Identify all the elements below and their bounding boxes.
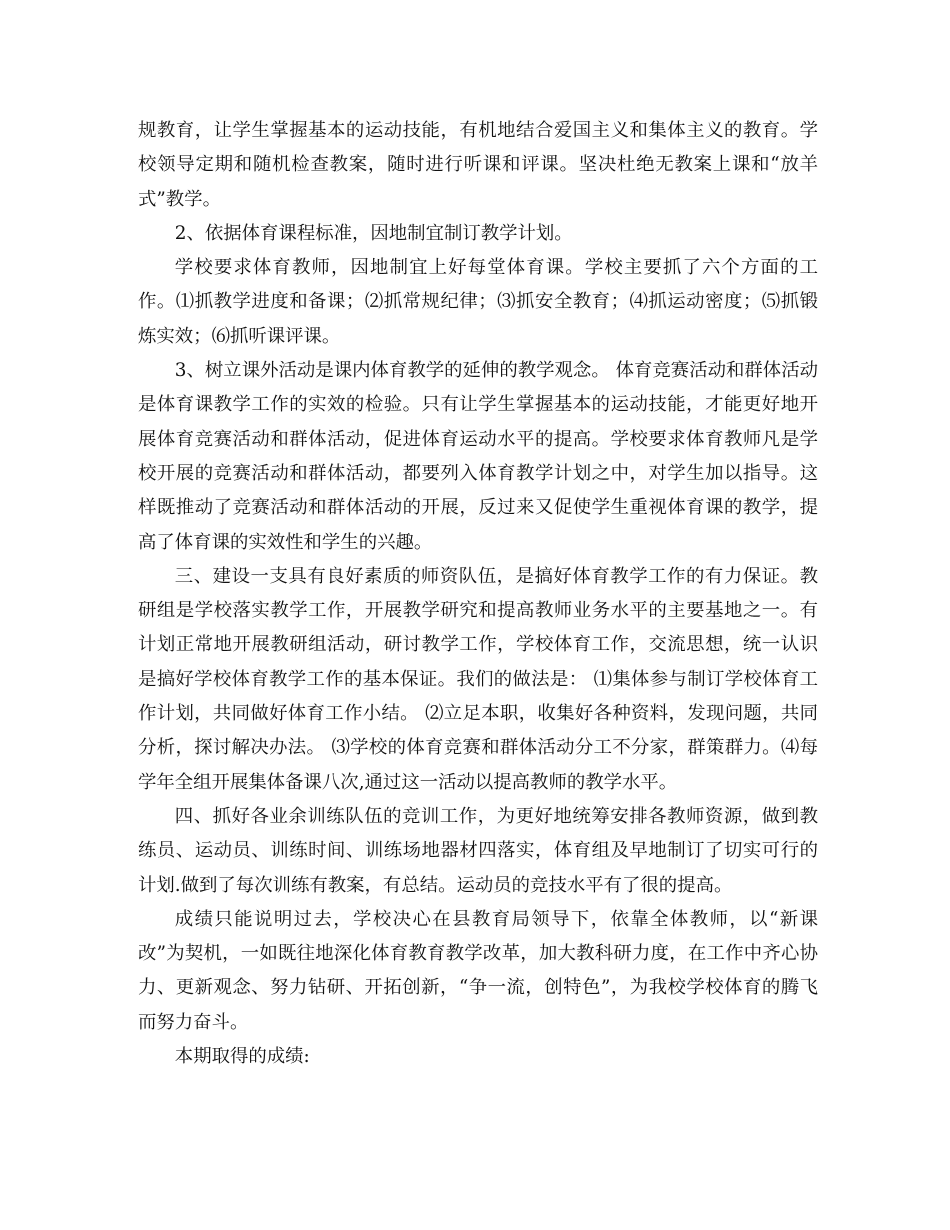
paragraph-3: 学校要求体育教师，因地制宜上好每堂体育课。学校主要抓了六个方面的工作。⑴抓教学进度和备课；⑵抓常规纪律；⑶抓安全教育；⑷抓运动密度；⑸抓锻炼实效；⑹抓听课评课。 <box>138 257 818 347</box>
paragraph-8: 本期取得的成绩: <box>174 1046 310 1068</box>
paragraph-2: 2、依据体育课程标准，因地制宜制订教学计划。 <box>174 222 573 244</box>
paragraph-7: 成绩只能说明过去，学校决心在县教育局领导下，依靠全体教师，以“新课改”为契机，一如既往地深化体育教育教学改革，加大教科研力度，在工作中齐心协力、更新观念、努力钻研、开拓创新，“争一流，创特色”，为我校学校体育的腾飞而努力奋斗。 <box>138 908 818 1033</box>
paragraph-6: 四、抓好各业余训练队伍的竞训工作，为更好地统筹安排各教师资源，做到教练员、运动员、训练时间、训练场地器材四落实，体育组及早地制订了切实可行的计划.做到了每次训练有教案，有总结。运动员的竞技水平有了很的提高。 <box>138 805 818 896</box>
paragraph-5: 三、建设一支具有良好素质的师资队伍，是搞好体育教学工作的有力保证。教研组是学校落实教学工作，开展教学研究和提高教师业务水平的主要基地之一。有计划正常地开展教研组活动，研讨教学工作，学校体育工作，交流思想，统一认识是搞好学校体育教学工作的基本保证。我们的做法是： ⑴集体参与制订学校体育工作计划，共同做好体育工作小结。 ⑵立足本职，收集好各种资料，发现问题，共同分析，探讨解决办法。 ⑶学校的体育竞赛和群体活动分工不分家，群策群力。⑷每学年全组开展集体备课八次,通过这一活动以提高教师的教学水平。 <box>138 565 818 793</box>
paragraph-4: 3、树立课外活动是课内体育教学的延伸的教学观念。 体育竞赛活动和群体活动是体育课教学工作的实效的检验。只有让学生掌握基本的运动技能，才能更好地开展体育竞赛活动和群体活动，促进体育运动水平的提高。学校要求体育教师凡是学校开展的竞赛活动和群体活动，都要列入体育教学计划之中，对学生加以指导。这样既推动了竞赛活动和群体活动的开展，反过来又促使学生重视体育课的教学，提高了体育课的实效性和学生的兴趣。 <box>138 360 818 553</box>
document-body <box>138 114 818 1074</box>
paragraph-1: 规教育，让学生掌握基本的运动技能，有机地结合爱国主义和集体主义的教育。学校领导定期和随机检查教案，随时进行听课和评课。坚决杜绝无教案上课和“放羊式”教学。 <box>138 120 818 210</box>
